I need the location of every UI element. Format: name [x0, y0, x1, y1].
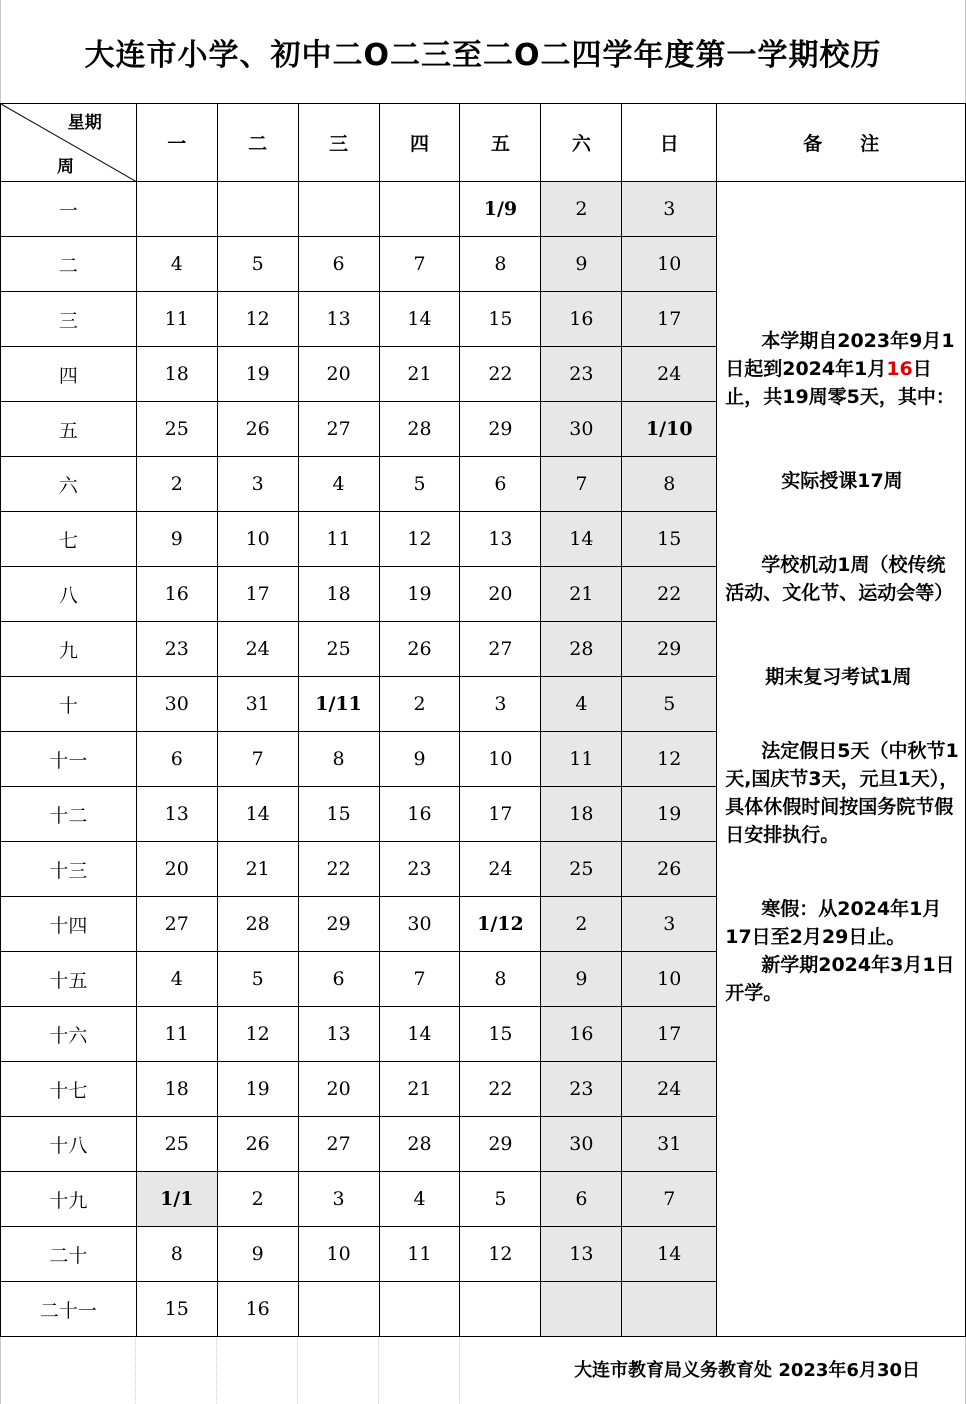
day-cell: [298, 1282, 379, 1337]
day-cell: 11: [298, 512, 379, 567]
weekday-axis-label: 星期: [67, 113, 102, 133]
day-cell: 18: [541, 787, 622, 842]
day-cell: 5: [379, 457, 460, 512]
header-day: 五: [460, 104, 541, 182]
day-cell: 24: [622, 1062, 717, 1117]
day-cell: 3: [460, 677, 541, 732]
day-cell: 19: [217, 347, 298, 402]
day-cell: 17: [622, 292, 717, 347]
day-cell: 25: [298, 622, 379, 677]
day-cell: 26: [622, 842, 717, 897]
day-cell: 5: [460, 1172, 541, 1227]
day-cell: 5: [217, 237, 298, 292]
notes-cell: [717, 182, 966, 1337]
day-cell: 26: [217, 1117, 298, 1172]
day-cell: 14: [217, 787, 298, 842]
day-cell: 29: [460, 1117, 541, 1172]
day-cell: 8: [298, 732, 379, 787]
notes-teaching: 实际授课17周: [781, 470, 903, 492]
day-cell: 22: [298, 842, 379, 897]
day-cell: 31: [217, 677, 298, 732]
day-cell: 28: [541, 622, 622, 677]
day-cell: 28: [217, 897, 298, 952]
day-cell: 4: [298, 457, 379, 512]
day-cell: 25: [136, 1117, 217, 1172]
day-cell: 3: [622, 897, 717, 952]
day-cell: 18: [136, 1062, 217, 1117]
day-cell: 8: [460, 952, 541, 1007]
day-cell: [298, 182, 379, 237]
week-label: 二: [1, 237, 137, 292]
day-cell: 18: [136, 347, 217, 402]
day-cell: 1/11: [298, 677, 379, 732]
day-cell: 5: [622, 677, 717, 732]
day-cell: 1/9: [460, 182, 541, 237]
week-label: 九: [1, 622, 137, 677]
day-cell: 5: [217, 952, 298, 1007]
day-cell: 21: [217, 842, 298, 897]
day-cell: 23: [541, 1062, 622, 1117]
day-cell: 14: [379, 292, 460, 347]
day-cell: 17: [217, 567, 298, 622]
day-cell: [460, 1282, 541, 1337]
day-cell: [379, 182, 460, 237]
day-cell: 9: [379, 732, 460, 787]
day-cell: 4: [136, 237, 217, 292]
day-cell: 11: [379, 1227, 460, 1282]
day-cell: 14: [541, 512, 622, 567]
notes-header: 备 注: [717, 104, 966, 182]
day-cell: 7: [379, 952, 460, 1007]
week-label: 十七: [1, 1062, 137, 1117]
day-cell: 13: [460, 512, 541, 567]
day-cell: 24: [217, 622, 298, 677]
notes-intro: 本学期自2023年9月1日起到2024年1月16日止，共19周零5天，其中：: [725, 330, 955, 408]
day-cell: 15: [136, 1282, 217, 1337]
week-label: 十五: [1, 952, 137, 1007]
day-cell: 27: [298, 1117, 379, 1172]
week-label: 八: [1, 567, 137, 622]
day-cell: 23: [379, 842, 460, 897]
footer-signature: 大连市教育局义务教育处 2023年6月30日: [574, 1360, 920, 1381]
day-cell: 14: [622, 1227, 717, 1282]
week-label: 五: [1, 402, 137, 457]
day-cell: 2: [379, 677, 460, 732]
day-cell: 27: [136, 897, 217, 952]
day-cell: 21: [379, 1062, 460, 1117]
day-cell: 15: [298, 787, 379, 842]
page-title: 大连市小学、初中二O二三至二O二四学年度第一学期校历: [84, 37, 882, 73]
day-cell: 19: [379, 567, 460, 622]
notes-winter: 寒假：从2024年1月17日至2月29日止。: [725, 898, 942, 948]
day-cell: 18: [298, 567, 379, 622]
day-cell: 7: [217, 732, 298, 787]
day-cell: 30: [136, 677, 217, 732]
day-cell: [541, 1282, 622, 1337]
day-cell: 23: [136, 622, 217, 677]
day-cell: 14: [379, 1007, 460, 1062]
day-cell: 6: [541, 1172, 622, 1227]
week-label: 三: [1, 292, 137, 347]
day-cell: 9: [541, 952, 622, 1007]
header-day: 日: [622, 104, 717, 182]
week-label: 二十一: [1, 1282, 137, 1337]
day-cell: 30: [541, 402, 622, 457]
day-cell: 30: [541, 1117, 622, 1172]
day-cell: 24: [460, 842, 541, 897]
day-cell: 26: [217, 402, 298, 457]
day-cell: 10: [622, 952, 717, 1007]
day-cell: 1/12: [460, 897, 541, 952]
header-day: 三: [298, 104, 379, 182]
day-cell: 2: [541, 897, 622, 952]
day-cell: 22: [460, 1062, 541, 1117]
day-cell: 17: [460, 787, 541, 842]
day-cell: 6: [136, 732, 217, 787]
day-cell: 15: [460, 292, 541, 347]
week-label: 二十: [1, 1227, 137, 1282]
week-label: 七: [1, 512, 137, 567]
day-cell: 3: [217, 457, 298, 512]
day-cell: 10: [298, 1227, 379, 1282]
day-cell: 26: [379, 622, 460, 677]
footer-gridline: [297, 1337, 298, 1404]
day-cell: 3: [622, 182, 717, 237]
day-cell: 10: [622, 237, 717, 292]
day-cell: 6: [298, 237, 379, 292]
day-cell: 3: [298, 1172, 379, 1227]
footer-gridline: [135, 1337, 136, 1404]
day-cell: 10: [460, 732, 541, 787]
day-cell: 8: [622, 457, 717, 512]
day-cell: 28: [379, 402, 460, 457]
day-cell: 2: [136, 457, 217, 512]
day-cell: 20: [298, 347, 379, 402]
day-cell: 4: [541, 677, 622, 732]
day-cell: 9: [136, 512, 217, 567]
week-label: 十二: [1, 787, 137, 842]
day-cell: 8: [136, 1227, 217, 1282]
day-cell: 29: [460, 402, 541, 457]
day-cell: 30: [379, 897, 460, 952]
week-label: 十九: [1, 1172, 137, 1227]
day-cell: 31: [622, 1117, 717, 1172]
day-cell: 19: [622, 787, 717, 842]
notes-exam: 期末复习考试1周: [765, 666, 912, 688]
header-day: 四: [379, 104, 460, 182]
week-label: 十一: [1, 732, 137, 787]
footer-gridline: [459, 1337, 460, 1404]
notes-holidays: 法定假日5天（中秋节1天,国庆节3天，元旦1天），具体休假时间按国务院节假日安排执行。: [725, 740, 959, 846]
day-cell: 15: [622, 512, 717, 567]
day-cell: 7: [622, 1172, 717, 1227]
day-cell: 10: [217, 512, 298, 567]
day-cell: 16: [217, 1282, 298, 1337]
day-cell: 7: [379, 237, 460, 292]
day-cell: 22: [460, 347, 541, 402]
notes-new-term: 新学期2024年3月1日开学。: [725, 954, 955, 1004]
week-label: 一: [1, 182, 137, 237]
day-cell: 2: [541, 182, 622, 237]
day-cell: 11: [136, 1007, 217, 1062]
week-row: [1, 182, 966, 237]
day-cell: 19: [217, 1062, 298, 1117]
day-cell: 12: [379, 512, 460, 567]
day-cell: 20: [136, 842, 217, 897]
footer-gridline: [378, 1337, 379, 1404]
day-cell: 1/1: [136, 1172, 217, 1227]
day-cell: 25: [136, 402, 217, 457]
day-cell: 2: [217, 1172, 298, 1227]
day-cell: 7: [541, 457, 622, 512]
day-cell: 29: [298, 897, 379, 952]
day-cell: [379, 1282, 460, 1337]
day-cell: 24: [622, 347, 717, 402]
week-label: 十三: [1, 842, 137, 897]
day-cell: [622, 1282, 717, 1337]
week-label: 十六: [1, 1007, 137, 1062]
day-cell: 6: [460, 457, 541, 512]
day-cell: 16: [541, 1007, 622, 1062]
header-day: 二: [217, 104, 298, 182]
day-cell: 17: [622, 1007, 717, 1062]
day-cell: 27: [460, 622, 541, 677]
day-cell: 9: [541, 237, 622, 292]
footer-gridline: [216, 1337, 217, 1404]
day-cell: 12: [460, 1227, 541, 1282]
week-axis-label: 周: [57, 157, 74, 177]
day-cell: 16: [379, 787, 460, 842]
day-cell: 1/10: [622, 402, 717, 457]
day-cell: 27: [298, 402, 379, 457]
day-cell: 12: [622, 732, 717, 787]
day-cell: [217, 182, 298, 237]
day-cell: 22: [622, 567, 717, 622]
day-cell: 6: [298, 952, 379, 1007]
header-day: 六: [541, 104, 622, 182]
day-cell: 13: [298, 1007, 379, 1062]
day-cell: 29: [622, 622, 717, 677]
day-cell: [136, 182, 217, 237]
highlight-date: 16: [886, 358, 913, 380]
day-cell: 13: [298, 292, 379, 347]
day-cell: 21: [379, 347, 460, 402]
day-cell: 21: [541, 567, 622, 622]
corner-cell: [1, 104, 137, 182]
day-cell: 8: [460, 237, 541, 292]
week-label: 十四: [1, 897, 137, 952]
header-row: [1, 104, 966, 182]
calendar-table: [0, 103, 966, 1337]
day-cell: 16: [541, 292, 622, 347]
day-cell: 11: [541, 732, 622, 787]
day-cell: 12: [217, 292, 298, 347]
day-cell: 28: [379, 1117, 460, 1172]
week-label: 四: [1, 347, 137, 402]
day-cell: 4: [379, 1172, 460, 1227]
day-cell: 20: [460, 567, 541, 622]
day-cell: 13: [136, 787, 217, 842]
day-cell: 11: [136, 292, 217, 347]
day-cell: 25: [541, 842, 622, 897]
week-label: 六: [1, 457, 137, 512]
day-cell: 16: [136, 567, 217, 622]
day-cell: 9: [217, 1227, 298, 1282]
day-cell: 23: [541, 347, 622, 402]
day-cell: 4: [136, 952, 217, 1007]
day-cell: 15: [460, 1007, 541, 1062]
day-cell: 13: [541, 1227, 622, 1282]
day-cell: 20: [298, 1062, 379, 1117]
notes-flexible: 学校机动1周（校传统活动、文化节、运动会等）: [725, 554, 954, 604]
week-label: 十: [1, 677, 137, 732]
week-label: 十八: [1, 1117, 137, 1172]
day-cell: 12: [217, 1007, 298, 1062]
header-day: 一: [136, 104, 217, 182]
